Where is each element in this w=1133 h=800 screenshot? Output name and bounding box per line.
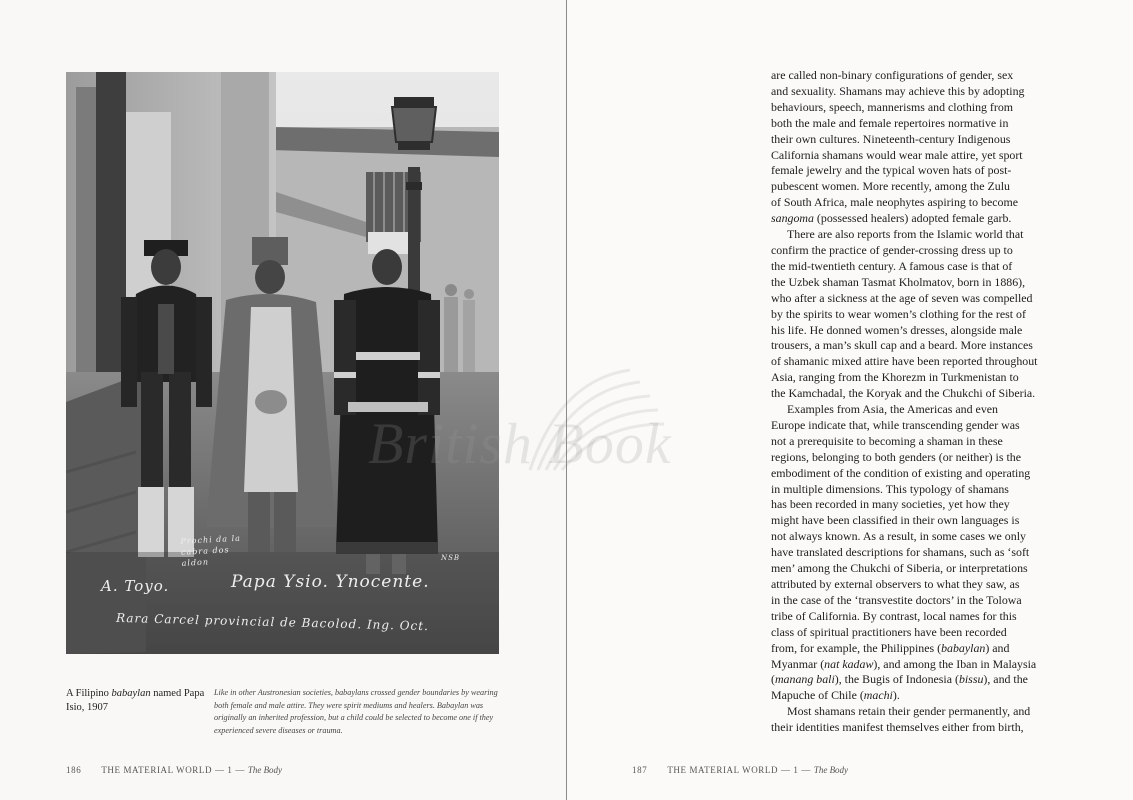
body-text-line xyxy=(771,179,1071,195)
text-run: in multiple dimensions. This typology of shamans xyxy=(771,481,1009,496)
photo-inscription-names: Papa Ysio. Ynocente. xyxy=(231,572,430,592)
body-text-line xyxy=(771,513,1071,529)
text-run: ). xyxy=(892,688,900,703)
body-text-line xyxy=(771,545,1071,561)
body-text xyxy=(771,68,1071,736)
text-run: the Kamchadal, the Koryak and the Chukchi of Siberia. xyxy=(771,386,1036,401)
text-run: are called non-binary configurations of gender, sex xyxy=(771,68,1014,82)
body-text-line xyxy=(771,482,1071,498)
text-run: not a prerequisite to becoming a shaman in these xyxy=(771,433,1003,448)
running-head: THE MATERIAL WORLD — 1 — xyxy=(667,765,814,775)
body-text-line xyxy=(771,704,1071,720)
body-text-line xyxy=(771,163,1071,179)
left-folio xyxy=(66,765,282,775)
body-text-line xyxy=(771,386,1071,402)
text-run: Examples from Asia, the Americas and even xyxy=(787,402,998,417)
page-number: 186 xyxy=(66,765,82,775)
text-run: ), and the xyxy=(983,672,1028,687)
right-folio xyxy=(632,765,848,775)
text-run: their identities manifest themselves either from birth, xyxy=(771,720,1024,735)
text-run: (possessed healers) adopted female garb. xyxy=(813,211,1012,226)
text-run: their own cultures. Nineteenth-century Indigenous xyxy=(771,131,1011,146)
body-text-line xyxy=(771,132,1071,148)
text-run: ) and xyxy=(985,640,1010,655)
text-run: the Uzbek shaman Tasmat Kholmatov, born in 1886), xyxy=(771,274,1026,289)
body-text-line xyxy=(771,227,1071,243)
body-text-line xyxy=(771,100,1071,116)
text-run: trousers, a man’s skull cap and a beard. More instances xyxy=(771,338,1033,353)
text-run: men’ among the Chukchi of Siberia, or interpretations xyxy=(771,561,1028,576)
text-run: the mid-twentieth century. A famous case is that of xyxy=(771,258,1013,273)
italic-term: manang bali xyxy=(774,672,835,687)
text-run: attributed by external observers to what they saw, as xyxy=(771,577,1020,591)
watermark-text: British Book xyxy=(368,411,672,476)
text-run: Myanmar ( xyxy=(771,656,825,671)
text-run: not always known. As a result, in some cases we only xyxy=(771,529,1026,544)
photo-caption-title: A Filipino babaylan named Papa Isio, 1907 xyxy=(66,688,205,713)
text-run: by the spirits to wear women’s clothing for the rest of xyxy=(771,306,1026,321)
body-text-line xyxy=(771,593,1071,609)
body-text-line xyxy=(771,68,1071,84)
text-run: of shamanic mixed attire have been reported throughout xyxy=(771,354,1038,369)
page-number: 187 xyxy=(632,765,648,775)
body-text-line xyxy=(771,529,1071,545)
body-text-line xyxy=(771,609,1071,625)
text-run: Mapuche of Chile ( xyxy=(771,688,864,703)
text-run: both the male and female repertoires normative in xyxy=(771,115,1009,130)
text-run: embodiment of the condition of existing and operating xyxy=(771,465,1031,480)
text-run: pubescent women. More recently, among the Zulu xyxy=(771,179,1010,194)
body-text-line xyxy=(771,195,1071,211)
text-run: Asia, ranging from the Khorezm in Turkmenistan to xyxy=(771,370,1019,385)
text-run: has been recorded in many societies, yet how they xyxy=(771,497,1010,512)
body-text-line xyxy=(771,148,1071,164)
photo-inscription-mark: NSB xyxy=(441,554,461,562)
text-run: There are also reports from the Islamic world that xyxy=(787,227,1024,242)
photo-inscription-small: Prochi da la cabra dos aldon xyxy=(180,533,242,568)
text-run: ), the Bugis of Indonesia ( xyxy=(834,672,959,687)
text-run: Europe indicate that, while transcending gender was xyxy=(771,417,1020,432)
text-run: class of spiritual practitioners have been recorded xyxy=(771,624,1007,639)
text-run: might have been classified in their own languages is xyxy=(771,513,1020,528)
body-text-line xyxy=(771,275,1071,291)
text-run: who after a sickness at the age of seven was compelled xyxy=(771,290,1033,305)
running-head-section: The Body xyxy=(247,765,283,775)
photo-inscription-left-name: A. Toyo. xyxy=(101,577,170,595)
italic-term: sangoma xyxy=(771,211,814,226)
text-run: California shamans would wear male attire, yet sport xyxy=(771,147,1023,162)
body-text-line xyxy=(771,402,1071,418)
body-text-line xyxy=(771,625,1071,641)
text-run: in the case of the ‘transvestite doctors’ in the Tolowa xyxy=(771,592,1022,607)
italic-term: nat kadaw xyxy=(824,656,874,671)
body-text-line xyxy=(771,641,1071,657)
text-run: ), and among the Iban in Malaysia xyxy=(873,656,1037,671)
body-text-line xyxy=(771,497,1071,513)
body-text-line xyxy=(771,561,1071,577)
body-text-line xyxy=(771,577,1071,593)
italic-term: babaylan xyxy=(941,640,986,655)
body-text-line xyxy=(771,354,1071,370)
body-text-line xyxy=(771,657,1071,673)
body-text-line xyxy=(771,418,1071,434)
body-text-line xyxy=(771,243,1071,259)
body-text-line xyxy=(771,688,1071,704)
running-head: THE MATERIAL WORLD — 1 — xyxy=(101,765,248,775)
photo-inscription-location: Rara Carcel provincial de Bacolod. Ing. Oct. xyxy=(115,610,430,634)
text-run: have translated descriptions for shamans, such as ‘soft xyxy=(771,545,1030,560)
body-text-line xyxy=(771,450,1071,466)
running-head-section: The Body xyxy=(813,765,849,775)
body-text-line xyxy=(771,291,1071,307)
italic-term: machi xyxy=(863,688,893,703)
body-text-line xyxy=(771,434,1071,450)
italic-term: bissu xyxy=(958,672,984,687)
text-run: of South Africa, male neophytes aspiring to become xyxy=(771,195,1018,210)
body-text-line xyxy=(771,466,1071,482)
body-text-line xyxy=(771,116,1071,132)
historical-photo xyxy=(66,72,499,654)
text-run: female jewelry and the typical woven hats of post- xyxy=(771,163,1012,178)
text-run: regions, belonging to both genders (or neither) is the xyxy=(771,449,1021,464)
left-page xyxy=(0,0,566,800)
body-text-line xyxy=(771,307,1071,323)
body-text-line xyxy=(771,259,1071,275)
body-text-line xyxy=(771,323,1071,339)
text-run: his life. He donned women’s dresses, alongside male xyxy=(771,322,1023,337)
photo-caption-text: Like in other Austronesian societies, babaylans crossed gender boundaries by wearing both female and male attire. They were spirit mediums and healers. Babaylan was originally an inherited profession, but a child could be selected to become one if they experienced severe diseases or trauma. xyxy=(214,688,498,735)
text-run: tribe of California. By contrast, local names for this xyxy=(771,608,1017,623)
body-text-line xyxy=(771,338,1071,354)
text-run: from, for example, the Philippines ( xyxy=(771,640,942,655)
text-run: behaviours, speech, mannerisms and clothing from xyxy=(771,99,1014,114)
text-run: ( xyxy=(771,672,775,687)
body-text-line xyxy=(771,720,1071,736)
body-text-line xyxy=(771,370,1071,386)
body-text-line xyxy=(771,211,1071,227)
text-run: Most shamans retain their gender permanently, and xyxy=(787,704,1031,719)
body-text-line xyxy=(771,672,1071,688)
text-run: confirm the practice of gender-crossing dress up to xyxy=(771,242,1013,257)
body-text-line xyxy=(771,84,1071,100)
text-run: and sexuality. Shamans may achieve this by adopting xyxy=(771,83,1025,98)
